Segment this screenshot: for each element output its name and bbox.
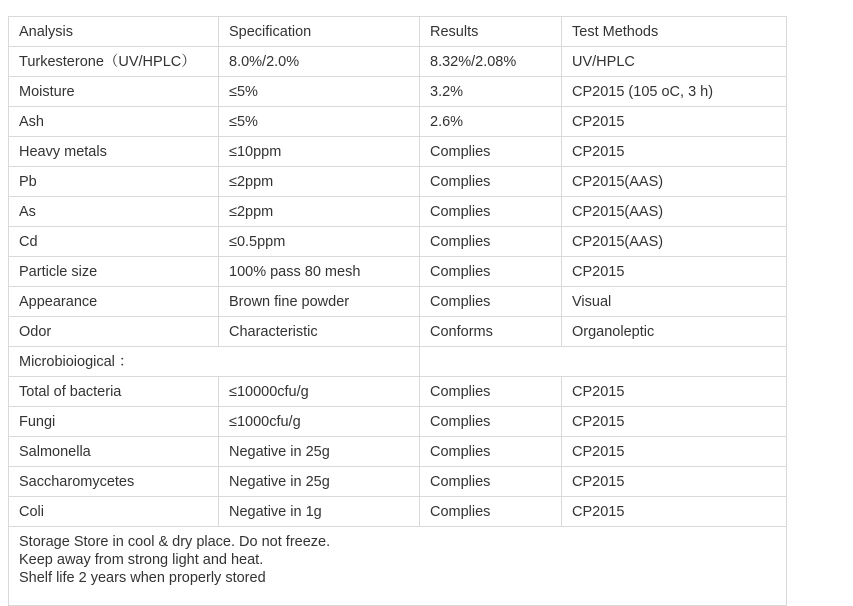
test-method-cell: CP2015 bbox=[562, 257, 787, 287]
analysis-cell: Fungi bbox=[9, 407, 219, 437]
table-row bbox=[9, 317, 787, 347]
analysis-cell: Coli bbox=[9, 497, 219, 527]
test-method-cell: Visual bbox=[562, 287, 787, 317]
results-cell: 2.6% bbox=[420, 107, 562, 137]
table-row bbox=[9, 167, 787, 197]
specification-cell: Negative in 25g bbox=[219, 437, 420, 467]
test-method-cell: CP2015 bbox=[562, 497, 787, 527]
test-method-cell: CP2015(AAS) bbox=[562, 227, 787, 257]
results-cell: Complies bbox=[420, 227, 562, 257]
table-row bbox=[9, 107, 787, 137]
analysis-cell: Saccharomycetes bbox=[9, 467, 219, 497]
table-header-row bbox=[9, 17, 787, 47]
table-row bbox=[9, 137, 787, 167]
storage-note-line: Keep away from strong light and heat. bbox=[19, 552, 264, 568]
specification-cell: ≤2ppm bbox=[219, 197, 420, 227]
table-row bbox=[9, 77, 787, 107]
specification-cell: ≤5% bbox=[219, 107, 420, 137]
results-cell: Complies bbox=[420, 287, 562, 317]
table-row bbox=[9, 287, 787, 317]
results-cell: Complies bbox=[420, 167, 562, 197]
storage-note bbox=[9, 527, 787, 606]
results-cell: Complies bbox=[420, 407, 562, 437]
analysis-cell: Pb bbox=[9, 167, 219, 197]
test-method-cell: CP2015(AAS) bbox=[562, 167, 787, 197]
analysis-cell: Cd bbox=[9, 227, 219, 257]
specification-cell: Negative in 25g bbox=[219, 467, 420, 497]
specification-cell: ≤0.5ppm bbox=[219, 227, 420, 257]
test-method-cell: CP2015 bbox=[562, 467, 787, 497]
results-cell: Conforms bbox=[420, 317, 562, 347]
column-header-test-methods: Test Methods bbox=[562, 17, 787, 47]
table-row bbox=[9, 377, 787, 407]
results-cell: Complies bbox=[420, 257, 562, 287]
test-method-cell: CP2015 (105 oC, 3 h) bbox=[562, 77, 787, 107]
column-header-analysis: Analysis bbox=[9, 17, 219, 47]
specification-cell: 8.0%/2.0% bbox=[219, 47, 420, 77]
test-method-cell: CP2015 bbox=[562, 377, 787, 407]
table-row bbox=[9, 227, 787, 257]
table-row bbox=[9, 467, 787, 497]
results-cell: 8.32%/2.08% bbox=[420, 47, 562, 77]
table-row bbox=[9, 437, 787, 467]
table-row bbox=[9, 197, 787, 227]
specification-cell: ≤10ppm bbox=[219, 137, 420, 167]
table-row bbox=[9, 47, 787, 77]
analysis-cell: As bbox=[9, 197, 219, 227]
test-method-cell: UV/HPLC bbox=[562, 47, 787, 77]
specification-cell: ≤10000cfu/g bbox=[219, 377, 420, 407]
analysis-cell: Particle size bbox=[9, 257, 219, 287]
results-cell: Complies bbox=[420, 137, 562, 167]
storage-footer-row bbox=[9, 527, 787, 606]
test-method-cell: CP2015(AAS) bbox=[562, 197, 787, 227]
results-cell: 3.2% bbox=[420, 77, 562, 107]
analysis-cell: Odor bbox=[9, 317, 219, 347]
section-row-microbiological bbox=[9, 347, 787, 377]
section-empty-cell bbox=[420, 347, 787, 377]
specification-table bbox=[8, 16, 787, 606]
specification-cell: Characteristic bbox=[219, 317, 420, 347]
section-label: Microbioiogical ： bbox=[9, 347, 420, 377]
results-cell: Complies bbox=[420, 497, 562, 527]
results-cell: Complies bbox=[420, 467, 562, 497]
table-row bbox=[9, 407, 787, 437]
analysis-cell: Total of bacteria bbox=[9, 377, 219, 407]
analysis-cell: Turkesterone（UV/HPLC） bbox=[9, 47, 219, 77]
specification-cell: ≤2ppm bbox=[219, 167, 420, 197]
test-method-cell: CP2015 bbox=[562, 437, 787, 467]
storage-note-line: Shelf life 2 years when properly stored bbox=[19, 570, 266, 586]
results-cell: Complies bbox=[420, 377, 562, 407]
specification-cell: ≤5% bbox=[219, 77, 420, 107]
specification-cell: Brown fine powder bbox=[219, 287, 420, 317]
table-row bbox=[9, 497, 787, 527]
specification-cell: 100% pass 80 mesh bbox=[219, 257, 420, 287]
column-header-specification: Specification bbox=[219, 17, 420, 47]
specification-cell: ≤1000cfu/g bbox=[219, 407, 420, 437]
test-method-cell: Organoleptic bbox=[562, 317, 787, 347]
results-cell: Complies bbox=[420, 197, 562, 227]
specification-cell: Negative in 1g bbox=[219, 497, 420, 527]
table-row bbox=[9, 257, 787, 287]
analysis-cell: Ash bbox=[9, 107, 219, 137]
test-method-cell: CP2015 bbox=[562, 107, 787, 137]
results-cell: Complies bbox=[420, 437, 562, 467]
storage-note-line: Storage Store in cool & dry place. Do not freeze. bbox=[19, 534, 331, 550]
analysis-cell: Heavy metals bbox=[9, 137, 219, 167]
analysis-cell: Salmonella bbox=[9, 437, 219, 467]
analysis-cell: Appearance bbox=[9, 287, 219, 317]
test-method-cell: CP2015 bbox=[562, 407, 787, 437]
column-header-results: Results bbox=[420, 17, 562, 47]
test-method-cell: CP2015 bbox=[562, 137, 787, 167]
analysis-cell: Moisture bbox=[9, 77, 219, 107]
